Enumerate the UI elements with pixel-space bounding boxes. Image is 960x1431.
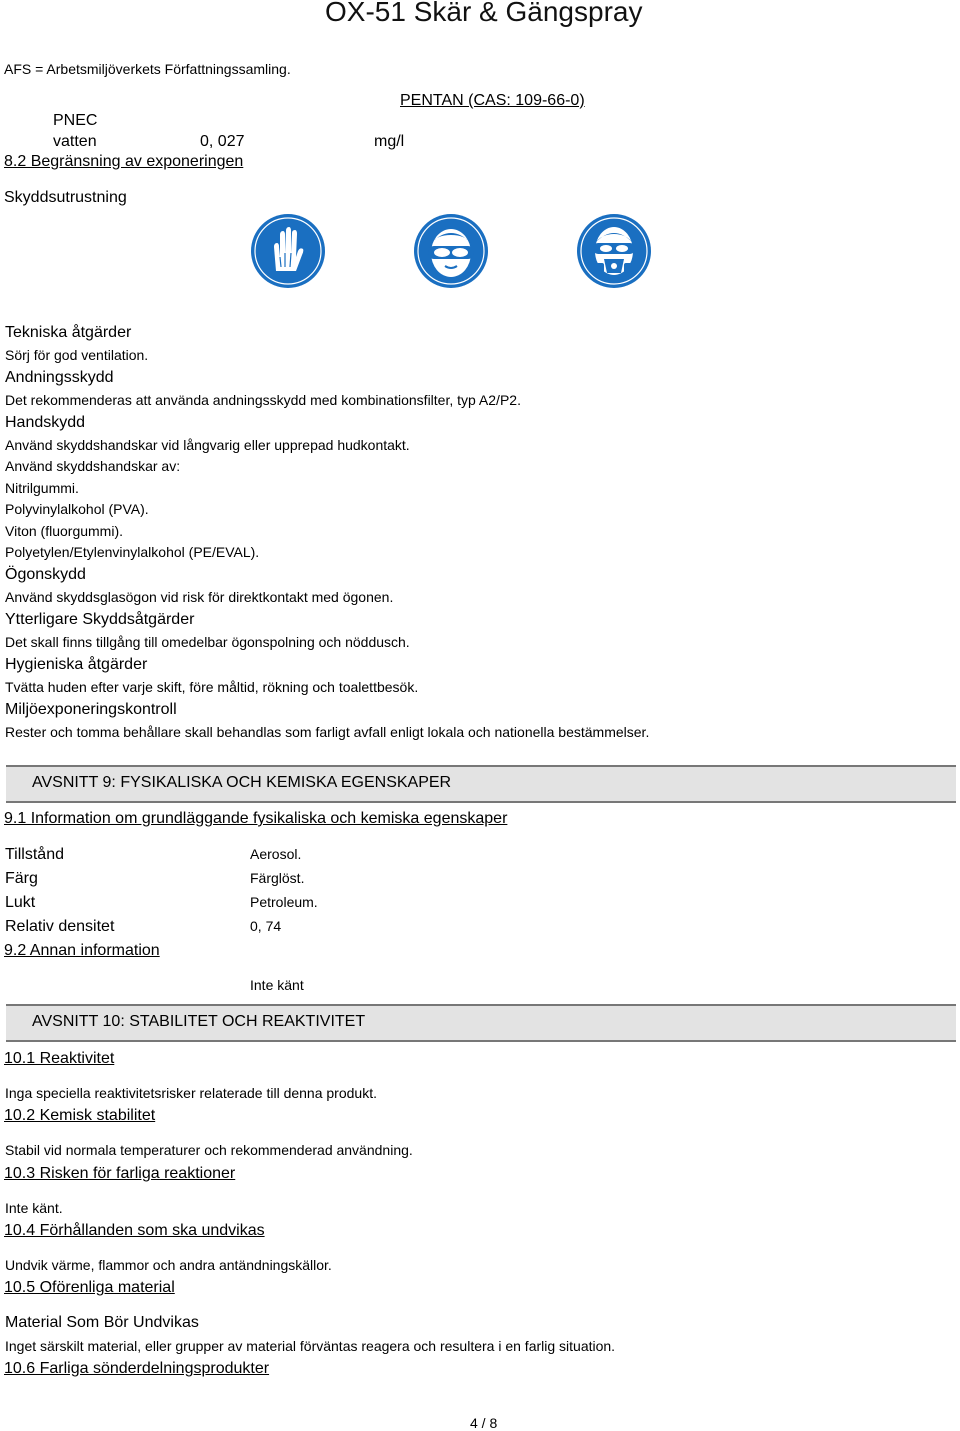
section-10-2-heading: 10.2 Kemisk stabilitet — [4, 1107, 156, 1124]
breathing-heading: Andningsskydd — [5, 369, 114, 386]
hand-line: Viton (fluorgummi). — [5, 523, 124, 539]
hygiene-heading: Hygieniska åtgärder — [5, 656, 148, 673]
hand-line: Använd skyddshandskar av: — [5, 458, 181, 474]
section-10-banner — [6, 1004, 956, 1042]
property-label: Tillstånd — [5, 846, 64, 863]
section-10-4-text: Undvik värme, flammor och andra antändningskällor. — [5, 1257, 332, 1273]
section-10-5-heading: 10.5 Oförenliga material — [4, 1279, 175, 1296]
section-10-6-heading: 10.6 Farliga sönderdelningsprodukter — [4, 1360, 270, 1377]
avoid-text: Inget särskilt material, eller grupper av material förväntas reagera och resultera i en farlig situation. — [5, 1338, 616, 1354]
avoid-heading: Material Som Bör Undvikas — [5, 1314, 199, 1331]
environment-text: Rester och tomma behållare skall behandlas som farligt avfall enligt lokala och nationella bestämmelser. — [5, 724, 650, 740]
hand-heading: Handskydd — [5, 414, 86, 431]
eye-heading: Ögonskydd — [5, 566, 86, 583]
property-value: Petroleum. — [250, 894, 318, 910]
equipment-label: Skyddsutrustning — [4, 189, 127, 206]
hygiene-text: Tvätta huden efter varje skift, före måltid, rökning och toalettbesök. — [5, 679, 419, 695]
hand-line: Nitrilgummi. — [5, 480, 79, 496]
pnec-value: 0, 027 — [200, 133, 245, 150]
section-10-2-text: Stabil vid normala temperaturer och rekommenderad användning. — [5, 1142, 413, 1158]
pnec-substance: PENTAN (CAS: 109-66-0) — [400, 92, 585, 109]
section-10-3-heading: 10.3 Risken för farliga reaktioner — [4, 1165, 236, 1182]
other-info-value: Inte känt — [250, 977, 304, 993]
section-10-1-heading: 10.1 Reaktivitet — [4, 1050, 115, 1067]
safety-goggles-icon — [413, 213, 489, 289]
pnec-unit: mg/l — [374, 133, 405, 150]
section-9-title: AVSNITT 9: FYSIKALISKA OCH KEMISKA EGENSKAPER — [32, 774, 452, 791]
section-10-4-heading: 10.4 Förhållanden som ska undvikas — [4, 1222, 265, 1239]
section-10-1-text: Inga speciella reaktivitetsrisker relaterade till denna produkt. — [5, 1085, 377, 1101]
section-10-3-text: Inte känt. — [5, 1200, 63, 1216]
tech-text: Sörj för god ventilation. — [5, 347, 149, 363]
hand-line: Polyetylen/Etylenvinylalkohol (PE/EVAL). — [5, 544, 260, 560]
page-number: 4 / 8 — [470, 1415, 498, 1431]
property-value: Färglöst. — [250, 870, 305, 886]
eye-text: Använd skyddsglasögon vid risk för direktkontakt med ögonen. — [5, 589, 394, 605]
extra-heading: Ytterligare Skyddsåtgärder — [5, 611, 195, 628]
environment-heading: Miljöexponeringskontroll — [5, 701, 177, 718]
afs-note: AFS = Arbetsmiljöverkets Författningssamling. — [4, 61, 291, 77]
section-8-2-heading: 8.2 Begränsning av exponeringen — [4, 153, 244, 170]
pnec-medium: vatten — [53, 133, 97, 150]
property-value: 0, 74 — [250, 918, 282, 934]
section-9-1-heading: 9.1 Information om grundläggande fysikaliska och kemiska egenskaper — [4, 810, 508, 827]
property-label: Relativ densitet — [5, 918, 115, 935]
document-title: OX-51 Skär & Gängspray — [325, 0, 643, 27]
protective-gloves-icon — [250, 213, 326, 289]
breathing-text: Det rekommenderas att använda andningsskydd med kombinationsfilter, typ A2/P2. — [5, 392, 521, 408]
property-label: Lukt — [5, 894, 36, 911]
respirator-mask-icon — [576, 213, 652, 289]
property-value: Aerosol. — [250, 846, 302, 862]
tech-heading: Tekniska åtgärder — [5, 324, 132, 341]
hand-line: Polyvinylalkohol (PVA). — [5, 501, 149, 517]
hand-line: Använd skyddshandskar vid långvarig eller upprepad hudkontakt. — [5, 437, 410, 453]
extra-text: Det skall finns tillgång till omedelbar ögonspolning och nöddusch. — [5, 634, 410, 650]
section-9-2-heading: 9.2 Annan information — [4, 942, 160, 959]
section-10-title: AVSNITT 10: STABILITET OCH REAKTIVITET — [32, 1013, 366, 1030]
section-9-banner — [6, 765, 956, 803]
property-label: Färg — [5, 870, 38, 887]
pnec-label: PNEC — [53, 112, 98, 129]
